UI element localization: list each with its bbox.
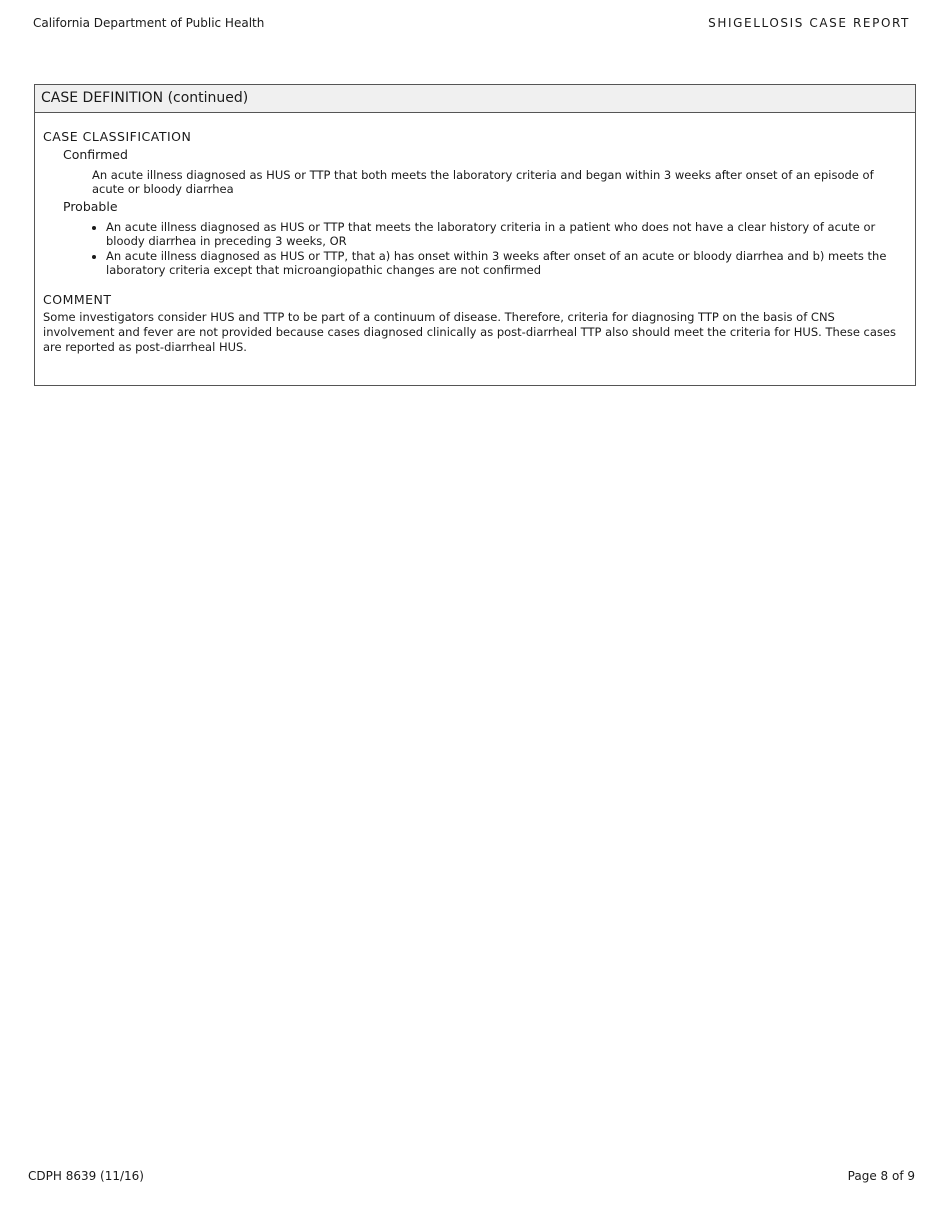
list-item: • An acute illness diagnosed as HUS or TTP, that a) has onset within 3 weeks after onset of an acute or bloody diarrhea and b) meets the laboratory criteria except that microangiopathic changes are not confirmed [106, 249, 895, 277]
confirmed-heading: Confirmed [63, 147, 128, 162]
confirmed-text: An acute illness diagnosed as HUS or TTP that both meets the laboratory criteria and began within 3 weeks after onset of an episode of acute or bloody diarrhea [92, 168, 874, 196]
list-item: • An acute illness diagnosed as HUS or TTP that meets the laboratory criteria in a patient who does not have a clear history of acute or bloody diarrhea in preceding 3 weeks, OR [106, 220, 895, 248]
comment-text: Some investigators consider HUS and TTP to be part of a continuum of disease. Therefore, criteria for diagnosing TTP on the basis of CNS involvement and fever are not provided because cases diagnosed clinically as post-diarrheal TTP also should meet the criteria for HUS. These cases are reported as post-diarrheal HUS. [43, 310, 896, 354]
section-body [35, 113, 915, 355]
case-definition-section [34, 84, 916, 386]
section-title: CASE DEFINITION (continued) [35, 85, 915, 113]
header-agency: California Department of Public Health [33, 16, 265, 30]
form-id: CDPH 8639 (11/16) [28, 1169, 144, 1183]
page-number: Page 8 of 9 [847, 1169, 915, 1183]
comment-heading: COMMENT [43, 292, 112, 307]
case-classification-heading: CASE CLASSIFICATION [43, 129, 192, 144]
probable-list [106, 220, 895, 277]
header-report-title: SHIGELLOSIS CASE REPORT [708, 16, 910, 30]
probable-heading: Probable [63, 199, 118, 214]
